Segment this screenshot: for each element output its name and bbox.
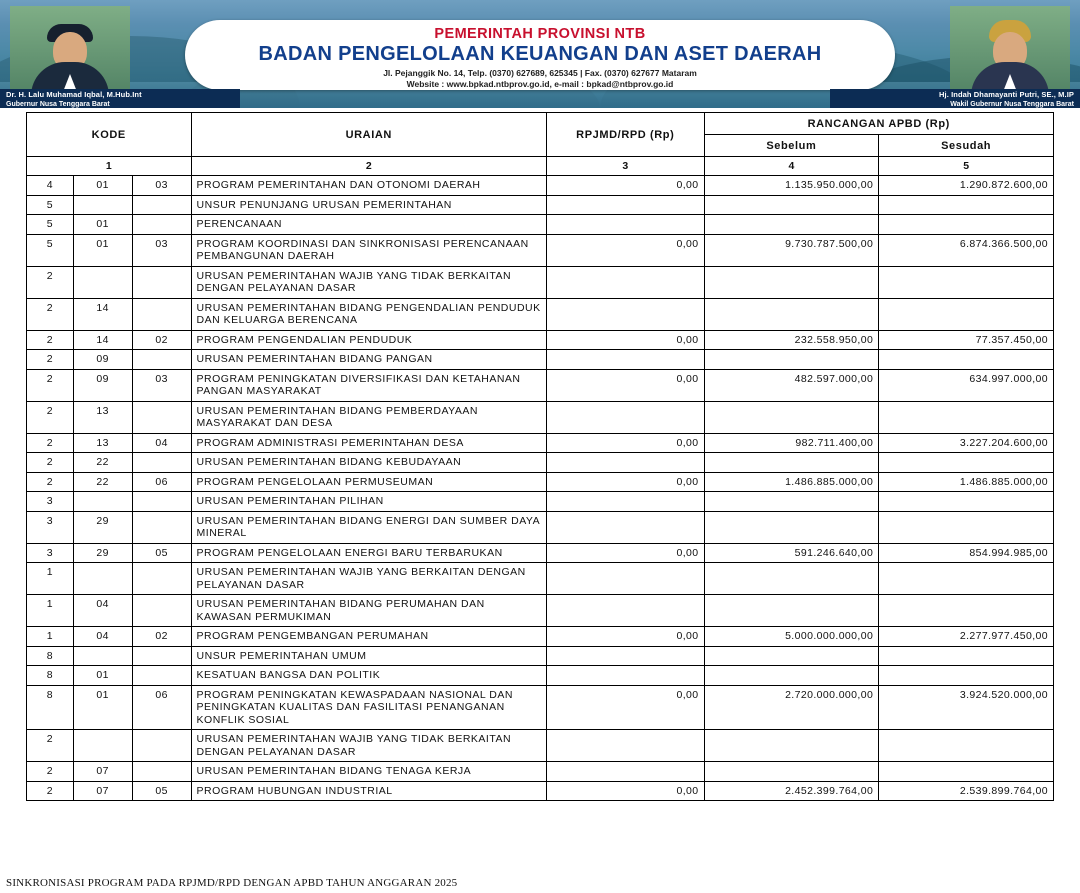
cell-uraian: URUSAN PEMERINTAHAN WAJIB YANG BERKAITAN DENGAN PELAYANAN DASAR (191, 563, 547, 595)
cell-uraian: URUSAN PEMERINTAHAN PILIHAN (191, 492, 547, 512)
cell-rpjmd (547, 401, 704, 433)
cell-uraian: PROGRAM PEMERINTAHAN DAN OTONOMI DAERAH (191, 176, 547, 196)
table-row (27, 433, 1054, 453)
cell-uraian: PROGRAM PENGENDALIAN PENDUDUK (191, 330, 547, 350)
cell-kode-3: 03 (132, 176, 191, 196)
cell-kode-2: 09 (73, 369, 132, 401)
cell-sesudah: 77.357.450,00 (879, 330, 1054, 350)
cell-sesudah (879, 195, 1054, 215)
cell-sebelum (704, 646, 879, 666)
cell-uraian: URUSAN PEMERINTAHAN BIDANG PENGENDALIAN PENDUDUK DAN KELUARGA BERENCANA (191, 298, 547, 330)
cell-sesudah (879, 666, 1054, 686)
cell-kode-3 (132, 453, 191, 473)
cell-uraian: KESATUAN BANGSA DAN POLITIK (191, 666, 547, 686)
cell-sesudah (879, 215, 1054, 235)
cell-kode-2: 04 (73, 595, 132, 627)
governor-name: Dr. H. Lalu Muhamad Iqbal, M.Hub.Int (6, 90, 142, 99)
cell-uraian: URUSAN PEMERINTAHAN BIDANG KEBUDAYAAN (191, 453, 547, 473)
cell-rpjmd (547, 492, 704, 512)
cell-kode-1: 2 (27, 298, 74, 330)
cell-sesudah (879, 646, 1054, 666)
table-row (27, 215, 1054, 235)
cell-uraian: PROGRAM PENGEMBANGAN PERUMAHAN (191, 627, 547, 647)
cell-sesudah (879, 563, 1054, 595)
agency-title: BADAN PENGELOLAAN KEUANGAN DAN ASET DAERAH (258, 43, 822, 65)
cell-sebelum (704, 595, 879, 627)
table-row (27, 234, 1054, 266)
cell-sebelum (704, 453, 879, 473)
cell-uraian: URUSAN PEMERINTAHAN BIDANG ENERGI DAN SUMBER DAYA MINERAL (191, 511, 547, 543)
cell-rpjmd (547, 563, 704, 595)
cell-uraian: URUSAN PEMERINTAHAN BIDANG PEMBERDAYAAN MASYARAKAT DAN DESA (191, 401, 547, 433)
cell-kode-1: 2 (27, 350, 74, 370)
vice-governor-portrait (950, 6, 1070, 102)
cell-rpjmd: 0,00 (547, 330, 704, 350)
cell-kode-1: 2 (27, 762, 74, 782)
colnum-sebelum: 4 (704, 157, 879, 176)
table-row (27, 762, 1054, 782)
cell-kode-3: 02 (132, 627, 191, 647)
table-row (27, 401, 1054, 433)
cell-kode-2: 01 (73, 685, 132, 730)
cell-kode-2: 07 (73, 781, 132, 801)
cell-kode-1: 2 (27, 369, 74, 401)
cell-kode-1: 3 (27, 543, 74, 563)
cell-kode-1: 8 (27, 685, 74, 730)
cell-kode-1: 1 (27, 595, 74, 627)
table-row (27, 685, 1054, 730)
cell-sesudah: 6.874.366.500,00 (879, 234, 1054, 266)
cell-kode-2: 09 (73, 350, 132, 370)
cell-sebelum: 2.452.399.764,00 (704, 781, 879, 801)
cell-sesudah (879, 595, 1054, 627)
cell-uraian: URUSAN PEMERINTAHAN WAJIB YANG TIDAK BERKAITAN DENGAN PELAYANAN DASAR (191, 730, 547, 762)
table-row (27, 627, 1054, 647)
cell-rpjmd: 0,00 (547, 234, 704, 266)
program-table (26, 112, 1054, 801)
table-header-row (27, 113, 1054, 135)
cell-kode-2: 14 (73, 330, 132, 350)
cell-kode-2: 29 (73, 511, 132, 543)
cell-kode-1: 3 (27, 511, 74, 543)
cell-sebelum: 232.558.950,00 (704, 330, 879, 350)
cell-sebelum (704, 563, 879, 595)
cell-kode-2: 29 (73, 543, 132, 563)
cell-rpjmd (547, 215, 704, 235)
cell-kode-1: 2 (27, 433, 74, 453)
cell-rpjmd (547, 511, 704, 543)
table-row (27, 646, 1054, 666)
cell-kode-1: 5 (27, 195, 74, 215)
cell-kode-1: 3 (27, 492, 74, 512)
table-row (27, 350, 1054, 370)
cell-rpjmd: 0,00 (547, 543, 704, 563)
cell-kode-2 (73, 492, 132, 512)
cell-rpjmd: 0,00 (547, 781, 704, 801)
cell-kode-1: 2 (27, 781, 74, 801)
cell-uraian: PROGRAM ADMINISTRASI PEMERINTAHAN DESA (191, 433, 547, 453)
cell-kode-2 (73, 195, 132, 215)
cell-sesudah: 2.277.977.450,00 (879, 627, 1054, 647)
cell-sebelum: 482.597.000,00 (704, 369, 879, 401)
cell-kode-3 (132, 511, 191, 543)
cell-uraian: PROGRAM PENGELOLAAN PERMUSEUMAN (191, 472, 547, 492)
vice-governor-name: Hj. Indah Dhamayanti Putri, SE., M.IP (939, 90, 1074, 99)
cell-uraian: PERENCANAAN (191, 215, 547, 235)
cell-sebelum: 1.486.885.000,00 (704, 472, 879, 492)
cell-kode-1: 2 (27, 266, 74, 298)
cell-kode-3 (132, 298, 191, 330)
cell-sesudah (879, 266, 1054, 298)
cell-kode-1: 4 (27, 176, 74, 196)
cell-kode-1: 5 (27, 215, 74, 235)
cell-kode-3 (132, 563, 191, 595)
table-row (27, 666, 1054, 686)
governor-title: Gubernur Nusa Tenggara Barat (6, 101, 110, 108)
cell-uraian: UNSUR PENUNJANG URUSAN PEMERINTAHAN (191, 195, 547, 215)
cell-kode-3 (132, 666, 191, 686)
cell-sesudah (879, 730, 1054, 762)
table-row (27, 298, 1054, 330)
colnum-rpjmd: 3 (547, 157, 704, 176)
cell-kode-3: 05 (132, 543, 191, 563)
cell-kode-1: 8 (27, 666, 74, 686)
cell-uraian: PROGRAM PENGELOLAAN ENERGI BARU TERBARUKAN (191, 543, 547, 563)
document-header-banner (0, 0, 1080, 108)
cell-sebelum: 2.720.000.000,00 (704, 685, 879, 730)
cell-kode-1: 2 (27, 453, 74, 473)
cell-sesudah (879, 453, 1054, 473)
cell-sebelum (704, 195, 879, 215)
cell-uraian: URUSAN PEMERINTAHAN BIDANG TENAGA KERJA (191, 762, 547, 782)
cell-kode-2 (73, 730, 132, 762)
table-row (27, 492, 1054, 512)
table-row (27, 266, 1054, 298)
cell-sesudah: 2.539.899.764,00 (879, 781, 1054, 801)
cell-sebelum (704, 762, 879, 782)
cell-kode-2: 22 (73, 453, 132, 473)
cell-kode-3: 06 (132, 472, 191, 492)
cell-rpjmd (547, 350, 704, 370)
table-row (27, 472, 1054, 492)
table-row (27, 453, 1054, 473)
table-row (27, 563, 1054, 595)
cell-kode-3 (132, 266, 191, 298)
cell-rpjmd (547, 666, 704, 686)
program-table-container (26, 112, 1054, 801)
header-rancangan-apbd: RANCANGAN APBD (Rp) (704, 113, 1054, 135)
cell-sesudah: 3.227.204.600,00 (879, 433, 1054, 453)
cell-sebelum: 1.135.950.000,00 (704, 176, 879, 196)
cell-kode-1: 8 (27, 646, 74, 666)
cell-rpjmd: 0,00 (547, 433, 704, 453)
cell-kode-3 (132, 401, 191, 433)
province-title: PEMERINTAH PROVINSI NTB (434, 26, 646, 42)
header-sebelum: Sebelum (704, 135, 879, 157)
table-row (27, 330, 1054, 350)
cell-kode-2: 01 (73, 176, 132, 196)
cell-kode-2: 04 (73, 627, 132, 647)
cell-rpjmd (547, 266, 704, 298)
cell-kode-3 (132, 350, 191, 370)
cell-sebelum (704, 298, 879, 330)
cell-kode-3 (132, 195, 191, 215)
cell-kode-3 (132, 215, 191, 235)
cell-kode-2: 22 (73, 472, 132, 492)
cell-sesudah: 1.486.885.000,00 (879, 472, 1054, 492)
cell-sebelum: 5.000.000.000,00 (704, 627, 879, 647)
cell-kode-2: 01 (73, 215, 132, 235)
cell-kode-2: 01 (73, 234, 132, 266)
footer-note: SINKRONISASI PROGRAM PADA RPJMD/RPD DENGAN APBD TAHUN ANGGARAN 2025 (6, 877, 458, 889)
cell-kode-2: 13 (73, 401, 132, 433)
cell-sesudah: 3.924.520.000,00 (879, 685, 1054, 730)
cell-kode-3: 05 (132, 781, 191, 801)
cell-sebelum: 591.246.640,00 (704, 543, 879, 563)
cell-kode-3: 03 (132, 234, 191, 266)
cell-kode-3: 02 (132, 330, 191, 350)
cell-uraian: PROGRAM PENINGKATAN KEWASPADAAN NASIONAL DAN PENINGKATAN KUALITAS DAN FASILITASI PENANGANAN KONFLIK SOSIAL (191, 685, 547, 730)
cell-kode-2: 01 (73, 666, 132, 686)
cell-rpjmd: 0,00 (547, 472, 704, 492)
cell-sesudah (879, 298, 1054, 330)
table-row (27, 781, 1054, 801)
cell-kode-2 (73, 646, 132, 666)
cell-sesudah: 634.997.000,00 (879, 369, 1054, 401)
institution-plaque (185, 20, 895, 90)
cell-kode-3 (132, 595, 191, 627)
cell-sebelum (704, 401, 879, 433)
cell-uraian: URUSAN PEMERINTAHAN BIDANG PANGAN (191, 350, 547, 370)
cell-sesudah (879, 350, 1054, 370)
cell-rpjmd: 0,00 (547, 369, 704, 401)
cell-kode-3: 04 (132, 433, 191, 453)
colnum-sesudah: 5 (879, 157, 1054, 176)
cell-uraian: UNSUR PEMERINTAHAN UMUM (191, 646, 547, 666)
cell-sebelum (704, 492, 879, 512)
table-row (27, 195, 1054, 215)
cell-kode-3: 03 (132, 369, 191, 401)
cell-uraian: PROGRAM KOORDINASI DAN SINKRONISASI PERENCANAAN PEMBANGUNAN DAERAH (191, 234, 547, 266)
cell-uraian: URUSAN PEMERINTAHAN BIDANG PERUMAHAN DAN KAWASAN PERMUKIMAN (191, 595, 547, 627)
cell-kode-3: 06 (132, 685, 191, 730)
cell-kode-1: 2 (27, 730, 74, 762)
cell-kode-2: 14 (73, 298, 132, 330)
cell-sebelum (704, 666, 879, 686)
cell-sesudah (879, 762, 1054, 782)
cell-kode-3 (132, 730, 191, 762)
table-row (27, 543, 1054, 563)
cell-sebelum: 9.730.787.500,00 (704, 234, 879, 266)
agency-address: Jl. Pejanggik No. 14, Telp. (0370) 627689, 625345 | Fax. (0370) 627677 Mataram (383, 68, 697, 78)
cell-kode-2: 13 (73, 433, 132, 453)
cell-sesudah (879, 492, 1054, 512)
cell-kode-1: 2 (27, 401, 74, 433)
cell-uraian: PROGRAM PENINGKATAN DIVERSIFIKASI DAN KETAHANAN PANGAN MASYARAKAT (191, 369, 547, 401)
header-uraian: URAIAN (191, 113, 547, 157)
cell-kode-3 (132, 646, 191, 666)
cell-rpjmd (547, 730, 704, 762)
cell-kode-1: 2 (27, 472, 74, 492)
cell-rpjmd (547, 195, 704, 215)
cell-kode-2 (73, 563, 132, 595)
cell-rpjmd (547, 595, 704, 627)
colnum-uraian: 2 (191, 157, 547, 176)
cell-kode-2 (73, 266, 132, 298)
cell-rpjmd: 0,00 (547, 627, 704, 647)
cell-kode-1: 1 (27, 627, 74, 647)
cell-kode-1: 1 (27, 563, 74, 595)
cell-rpjmd: 0,00 (547, 685, 704, 730)
header-sesudah: Sesudah (879, 135, 1054, 157)
cell-rpjmd (547, 298, 704, 330)
table-row (27, 595, 1054, 627)
cell-sebelum (704, 350, 879, 370)
table-row (27, 369, 1054, 401)
table-row (27, 176, 1054, 196)
cell-sebelum: 982.711.400,00 (704, 433, 879, 453)
governor-nameplate (0, 89, 240, 108)
cell-sebelum (704, 215, 879, 235)
cell-sebelum (704, 266, 879, 298)
table-column-number-row (27, 157, 1054, 176)
cell-rpjmd (547, 646, 704, 666)
cell-rpjmd: 0,00 (547, 176, 704, 196)
cell-uraian: PROGRAM HUBUNGAN INDUSTRIAL (191, 781, 547, 801)
governor-portrait (10, 6, 130, 102)
cell-kode-1: 5 (27, 234, 74, 266)
cell-sesudah: 854.994.985,00 (879, 543, 1054, 563)
table-row (27, 730, 1054, 762)
header-kode: KODE (27, 113, 192, 157)
cell-kode-1: 2 (27, 330, 74, 350)
agency-website: Website : www.bpkad.ntbprov.go.id, e-mail : bpkad@ntbprov.go.id (406, 79, 674, 89)
vice-governor-title: Wakil Gubernur Nusa Tenggara Barat (950, 101, 1074, 108)
cell-sebelum (704, 511, 879, 543)
cell-uraian: URUSAN PEMERINTAHAN WAJIB YANG TIDAK BERKAITAN DENGAN PELAYANAN DASAR (191, 266, 547, 298)
vice-governor-nameplate (830, 89, 1080, 108)
cell-sebelum (704, 730, 879, 762)
table-row (27, 511, 1054, 543)
cell-rpjmd (547, 453, 704, 473)
table-body (27, 176, 1054, 801)
cell-kode-3 (132, 492, 191, 512)
table-header (27, 113, 1054, 176)
cell-sesudah (879, 401, 1054, 433)
cell-sesudah: 1.290.872.600,00 (879, 176, 1054, 196)
header-rpjmd: RPJMD/RPD (Rp) (547, 113, 704, 157)
cell-kode-2: 07 (73, 762, 132, 782)
cell-sesudah (879, 511, 1054, 543)
cell-rpjmd (547, 762, 704, 782)
cell-kode-3 (132, 762, 191, 782)
colnum-kode: 1 (27, 157, 192, 176)
